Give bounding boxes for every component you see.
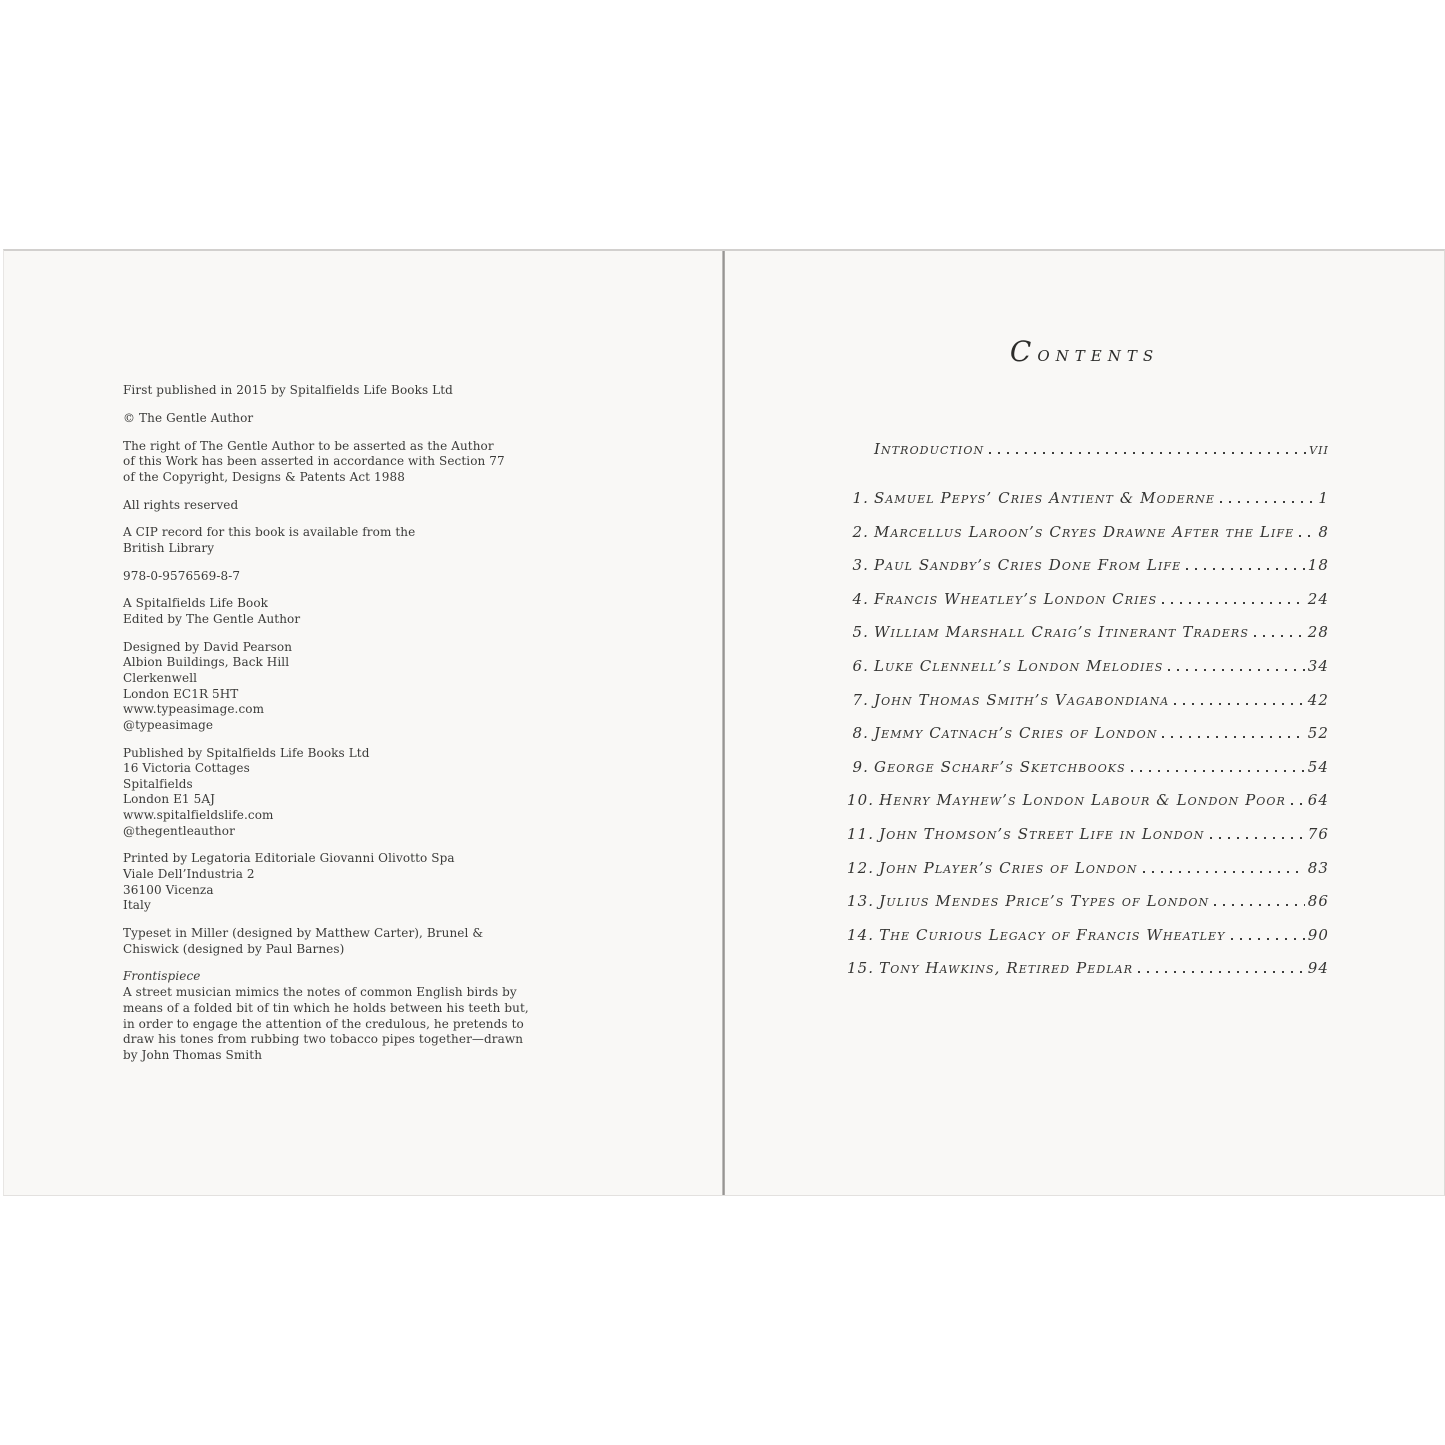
toc-entry-title: The Curious Legacy of Francis Wheatley [879,925,1226,944]
toc-entry-number: 13. [847,892,875,911]
colophon-line: in order to engage the attention of the credulous, he pretends to [123,1016,524,1031]
toc-entry-number: 15. [847,959,875,978]
colophon-line: All rights reserved [123,497,239,512]
colophon-line: Published by Spitalfields Life Books Ltd [123,745,370,760]
toc-entry-page: 24 [1307,589,1329,608]
toc-entry-row [847,658,1329,674]
toc-entry-page: 83 [1307,858,1329,877]
toc-entry-row [847,624,1329,640]
colophon-line: Clerkenwell [123,671,198,686]
dot-leader [1162,736,1304,738]
colophon-line: of this Work has been asserted in accordance with Section 77 [123,454,505,469]
colophon-page [4,251,722,1195]
dot-leader [1231,938,1305,940]
colophon-line: Typeset in Miller (designed by Matthew Carter), Brunel & [123,925,484,940]
toc-entry-title: Luke Clennell’s London Melodies [874,656,1164,675]
toc-entry-title: Julius Mendes Price’s Types of London [879,892,1210,911]
toc-entry-list [847,490,1329,976]
colophon-block [123,926,529,957]
colophon-block [123,969,529,1063]
colophon-block [123,498,529,514]
dot-leader [1143,871,1305,873]
dot-leader [1138,971,1305,973]
toc-entry-row [847,692,1329,708]
colophon-block [123,640,529,734]
toc-entry-number: 11. [847,824,875,843]
dot-leader [1186,568,1304,570]
colophon-line: 978-0-9576569-8-7 [123,568,241,583]
dot-leader [1162,602,1304,604]
toc-entry-page: 76 [1307,824,1329,843]
colophon-line: 16 Victoria Cottages [123,761,250,776]
toc-entry-number: 8. [852,724,869,743]
toc-entry-row [847,960,1329,976]
dot-leader [1210,837,1305,839]
colophon-block [123,569,529,585]
table-of-contents [847,441,1329,994]
toc-entry-title: John Player’s Cries of London [879,858,1138,877]
colophon-block [123,596,529,627]
toc-entry-title: Paul Sandby’s Cries Done From Life [874,556,1182,575]
toc-introduction-row [874,441,1329,457]
toc-entry-title: Introduction [874,440,985,458]
colophon-line: @typeasimage [123,717,214,732]
colophon-block [123,525,529,556]
toc-entry-title: William Marshall Craig’s Itinerant Traders [874,623,1249,642]
toc-entry-row [847,759,1329,775]
colophon-block [123,851,529,913]
toc-entry-row [847,524,1329,540]
toc-entry-number: 14. [847,925,875,944]
colophon-line: of the Copyright, Designs & Patents Act 1988 [123,469,405,484]
colophon-line: www.typeasimage.com [123,702,265,717]
toc-entry-page: vii [1309,440,1329,458]
toc-entry-title: Tony Hawkins, Retired Pedlar [879,959,1134,978]
dot-leader [1299,535,1315,537]
toc-entry-page: 94 [1307,959,1329,978]
toc-entry-title: Henry Mayhew’s London Labour & London Poor [879,791,1286,810]
toc-entry-page: 8 [1318,522,1329,541]
toc-entry-row [847,927,1329,943]
dot-leader [1168,669,1304,671]
toc-entry-page: 54 [1307,757,1329,776]
colophon-line: London E1 5AJ [123,792,215,807]
dot-leader [1291,803,1305,805]
colophon-line: The right of The Gentle Author to be asserted as the Author [123,438,494,453]
colophon-text [123,383,529,1076]
toc-entry-number: 7. [852,690,869,709]
colophon-line: Designed by David Pearson [123,639,293,654]
contents-page [725,251,1444,1195]
toc-entry-number: 10. [847,791,875,810]
toc-entry-row [847,557,1329,573]
colophon-line: draw his tones from rubbing two tobacco pipes together—drawn [123,1032,524,1047]
toc-entry-page: 86 [1307,892,1329,911]
toc-entry-title: Jemmy Catnach’s Cries of London [874,724,1158,743]
dot-leader [1174,703,1304,705]
colophon-line: British Library [123,540,215,555]
colophon-line: London EC1R 5HT [123,686,239,701]
colophon-line: Edited by The Gentle Author [123,612,301,627]
toc-entry-row [847,860,1329,876]
colophon-line: means of a folded bit of tin which he holds between his teeth but, [123,1000,529,1015]
toc-entry-title: John Thomson’s Street Life in London [879,824,1205,843]
dot-leader [989,452,1306,454]
toc-entry-page: 42 [1307,690,1329,709]
colophon-line: Spitalfields [123,776,193,791]
toc-entry-title: Marcellus Laroon’s Cryes Drawne After the Life [874,522,1295,541]
colophon-block [123,439,529,486]
colophon-line: A Spitalfields Life Book [123,596,269,611]
toc-entry-row [847,725,1329,741]
toc-entry-row [847,490,1329,506]
colophon-line: A street musician mimics the notes of common English birds by [123,985,517,1000]
toc-entry-number: 5. [852,623,869,642]
toc-entry-row [847,826,1329,842]
colophon-block [123,746,529,840]
toc-entry-number: 1. [852,489,869,507]
toc-entry-page: 18 [1307,556,1329,575]
colophon-line: www.spitalfieldslife.com [123,807,274,822]
colophon-line: @thegentleauthor [123,823,235,838]
dot-leader [1254,635,1305,637]
colophon-line: A CIP record for this book is available from the [123,525,416,540]
toc-entry-page: 52 [1307,724,1329,743]
toc-entry-page: 1 [1318,489,1329,507]
toc-entry-title: Samuel Pepys’ Cries Antient & Moderne [874,489,1216,507]
colophon-line: Viale Dell’Industria 2 [123,866,255,881]
colophon-line: Chiswick (designed by Paul Barnes) [123,941,345,956]
toc-entry-page: 34 [1307,656,1329,675]
contents-title-initial: C [1009,335,1038,368]
colophon-line: Italy [123,898,151,913]
colophon-line: Printed by Legatoria Editoriale Giovanni Olivotto Spa [123,851,455,866]
dot-leader [1214,904,1304,906]
toc-entry-title: Francis Wheatley’s London Cries [874,589,1158,608]
toc-entry-title: George Scharf’s Sketchbooks [874,757,1126,776]
colophon-line: First published in 2015 by Spitalfields Life Books Ltd [123,383,453,397]
colophon-block [123,383,529,399]
toc-entry-page: 64 [1307,791,1329,810]
contents-title-rest: ontents [1037,342,1160,366]
toc-entry-page: 28 [1307,623,1329,642]
frontispiece-label: Frontispiece [123,969,201,984]
toc-entry-page: 90 [1307,925,1329,944]
toc-entry-row [847,893,1329,909]
toc-entry-number: 6. [852,656,869,675]
toc-entry-row [847,792,1329,808]
contents-title [725,335,1444,368]
toc-entry-number: 4. [852,589,869,608]
toc-entry-number: 2. [852,522,869,541]
toc-entry-title: John Thomas Smith’s Vagabondiana [874,690,1170,709]
toc-entry-number: 3. [852,556,869,575]
toc-entry-number: 12. [847,858,875,877]
toc-entry-row [847,591,1329,607]
colophon-line: 36100 Vicenza [123,882,214,897]
colophon-block [123,411,529,427]
dot-leader [1131,770,1305,772]
colophon-line: by John Thomas Smith [123,1047,263,1062]
colophon-line: © The Gentle Author [123,410,254,425]
colophon-line: Albion Buildings, Back Hill [123,655,290,670]
toc-entry-number: 9. [852,757,869,776]
book-spread [3,249,1445,1196]
dot-leader [1220,501,1315,503]
